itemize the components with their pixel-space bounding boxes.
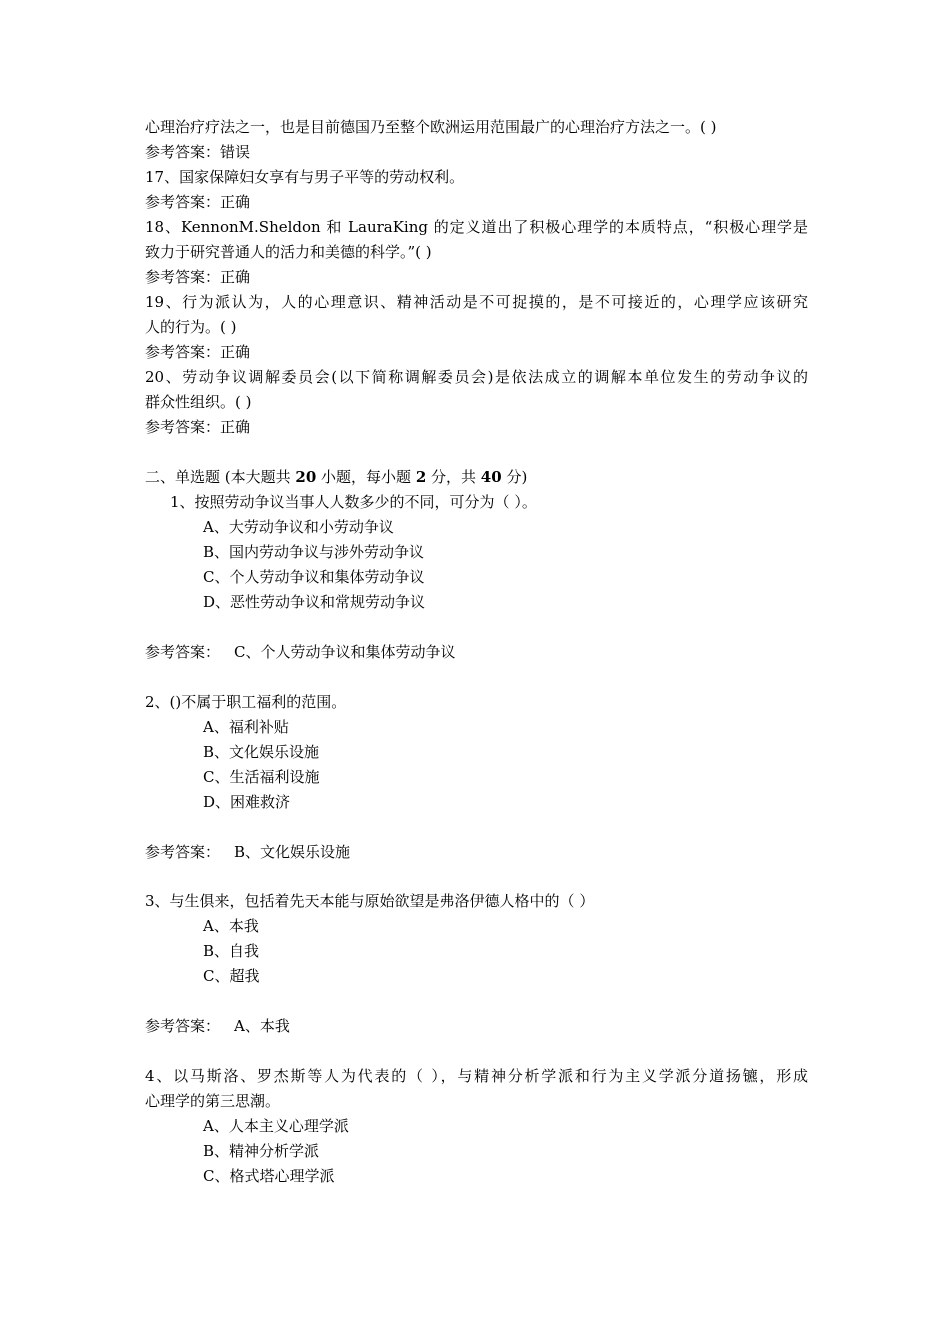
section-heading [145, 467, 527, 487]
q3-stem: 3、与生俱来，包括着先天本能与原始欲望是弗洛伊德人格中的（ ） [145, 892, 595, 910]
section-heading-a: 二、单选题 (本大题共 [145, 468, 296, 486]
q16-continuation: 心理治疗疗法之一，也是目前德国乃至整个欧洲运用范围最广的心理治疗方法之一。( ) [145, 118, 717, 136]
q16-answer: 参考答案：错误 [145, 143, 251, 161]
q2-option-c: C、生活福利设施 [203, 768, 320, 786]
q18-answer: 参考答案：正确 [145, 268, 251, 286]
section-heading-d: 分) [501, 468, 528, 486]
q19-stem-line2: 人的行为。( ) [145, 318, 237, 336]
q3-answer [145, 1016, 290, 1036]
q1-answer-label: 参考答案： [145, 643, 221, 661]
q2-stem: 2、()不属于职工福利的范围。 [145, 693, 347, 711]
q1-option-d: D、恶性劳动争议和常规劳动争议 [203, 593, 426, 611]
q19-answer: 参考答案：正确 [145, 343, 251, 361]
q1-answer [145, 642, 456, 662]
q4-option-c: C、格式塔心理学派 [203, 1167, 335, 1185]
section-question-count: 20 [295, 468, 317, 486]
q17-stem: 17、国家保障妇女享有与男子平等的劳动权利。 [145, 168, 465, 186]
q4-option-b: B、精神分析学派 [203, 1142, 320, 1160]
q2-option-d: D、困难救济 [203, 793, 291, 811]
q4-stem-line1: 4、以马斯洛、罗杰斯等人为代表的（ ），与精神分析学派和行为主义学派分道扬镳，形成 [145, 1067, 808, 1085]
q3-option-b: B、自我 [203, 942, 260, 960]
q1-option-b: B、国内劳动争议与涉外劳动争议 [203, 543, 425, 561]
q2-answer [145, 842, 350, 862]
section-points-total: 40 [480, 468, 502, 486]
q20-stem-line1: 20、劳动争议调解委员会(以下简称调解委员会)是依法成立的调解本单位发生的劳动争议的 [145, 368, 808, 386]
q17-answer: 参考答案：正确 [145, 193, 251, 211]
q3-answer-label: 参考答案： [145, 1017, 221, 1035]
q18-stem-line2: 致力于研究普通人的活力和美德的科学。”( ) [145, 243, 432, 261]
q4-option-a: A、人本主义心理学派 [203, 1117, 349, 1135]
q2-option-b: B、文化娱乐设施 [203, 743, 320, 761]
q1-option-c: C、个人劳动争议和集体劳动争议 [203, 568, 425, 586]
q18-stem-line1: 18、KennonM.Sheldon 和 LauraKing 的定义道出了积极心理学的本质特点，“积极心理学是 [145, 218, 808, 236]
q2-answer-label: 参考答案： [145, 843, 221, 861]
section-points-each: 2 [415, 468, 427, 486]
section-heading-c: 分，共 [426, 468, 481, 486]
q1-stem: 1、按照劳动争议当事人人数多少的不同，可分为（ ）。 [170, 493, 537, 511]
q3-answer-value: A、本我 [234, 1017, 290, 1035]
q3-option-c: C、超我 [203, 967, 260, 985]
q20-answer: 参考答案：正确 [145, 418, 251, 436]
q1-option-a: A、大劳动争议和小劳动争议 [203, 518, 394, 536]
q3-option-a: A、本我 [203, 917, 259, 935]
q20-stem-line2: 群众性组织。( ) [145, 393, 252, 411]
q19-stem-line1: 19、行为派认为，人的心理意识、精神活动是不可捉摸的，是不可接近的，心理学应该研究 [145, 293, 808, 311]
q2-answer-value: B、文化娱乐设施 [234, 843, 351, 861]
q2-option-a: A、福利补贴 [203, 718, 289, 736]
section-heading-b: 小题，每小题 [316, 468, 416, 486]
q4-stem-line2: 心理学的第三思潮。 [145, 1092, 281, 1110]
q1-answer-value: C、个人劳动争议和集体劳动争议 [234, 643, 456, 661]
